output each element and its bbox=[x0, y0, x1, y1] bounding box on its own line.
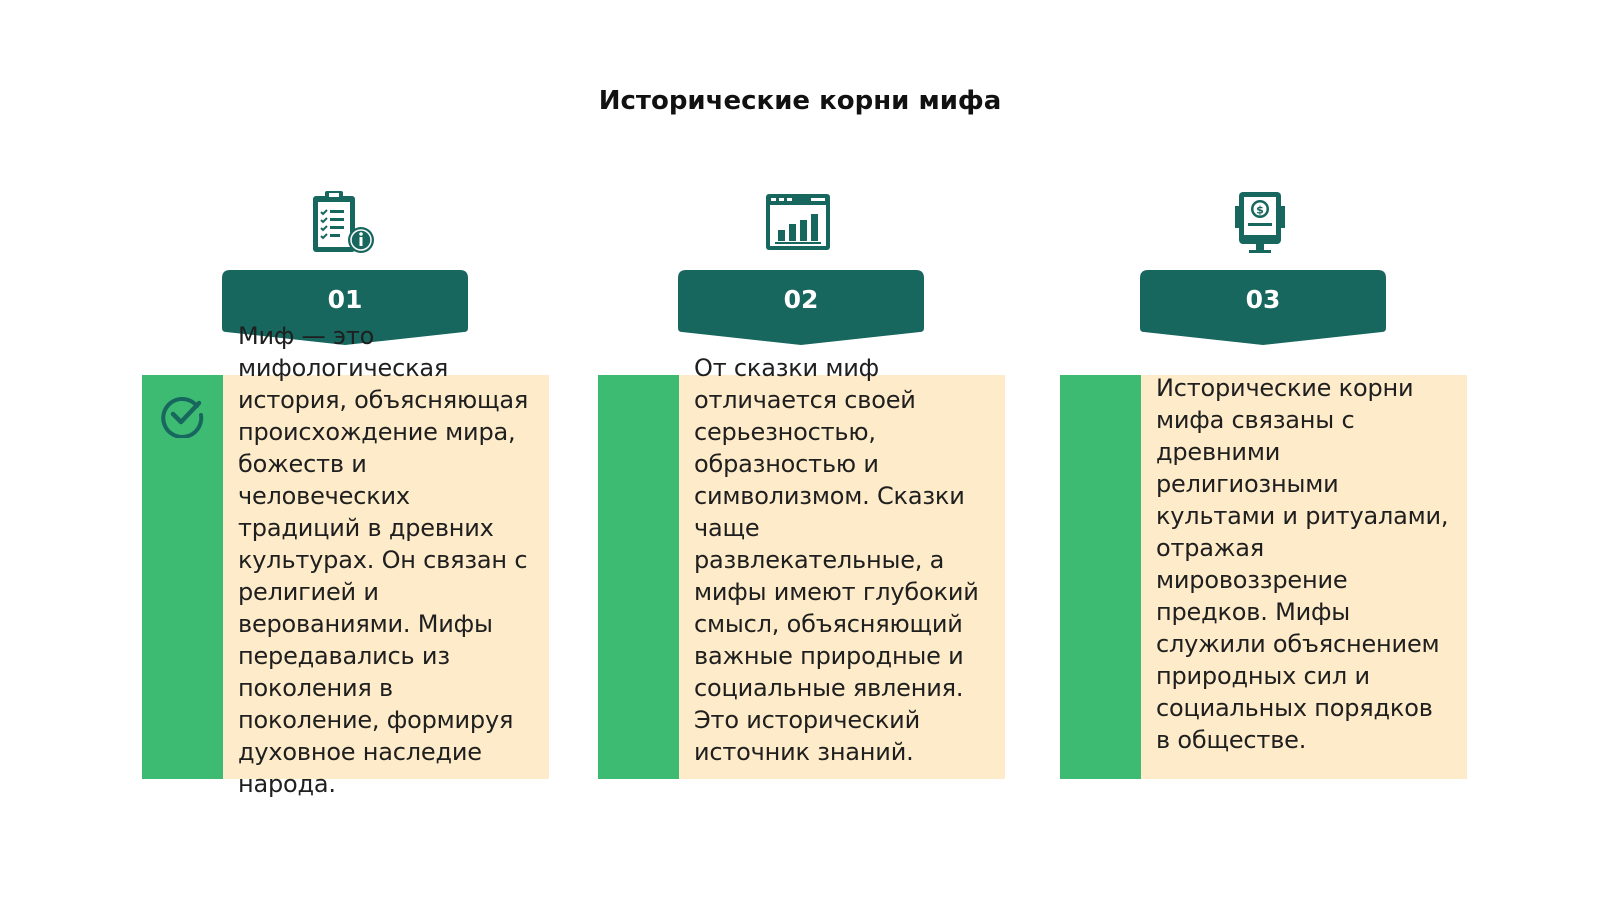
card-1 bbox=[142, 0, 542, 900]
card-2-green-bar bbox=[598, 375, 679, 779]
monitor-dollar-icon bbox=[1225, 188, 1295, 258]
card-3-number-tab bbox=[1140, 270, 1386, 346]
card-2-number: 02 bbox=[783, 285, 819, 314]
card-1-text: Миф — это мифологическая история, объясняющая происхождение мира, божеств и человеческих традиций в древних культурах. Он связан с религией и верованиями. Мифы передавались из поколения в поколение, формируя духовное наследие народа. bbox=[238, 322, 529, 798]
card-3-number: 03 bbox=[1245, 285, 1281, 314]
card-2-text: От сказки миф отличается своей серьезностью, образностью и символизмом. Сказки чаще развлекательные, а мифы имеют глубокий смысл, объясняющий важные природные и социальные явления. Это исторический источник знаний. bbox=[694, 354, 979, 766]
clipboard-checklist-info-icon bbox=[307, 188, 377, 258]
slide-title: Исторические корни мифа bbox=[598, 86, 1002, 116]
card-3-green-bar bbox=[1060, 375, 1141, 779]
card-1-number: 01 bbox=[327, 285, 363, 314]
card-2 bbox=[598, 0, 998, 900]
card-3 bbox=[1060, 0, 1460, 900]
check-circle-icon bbox=[160, 392, 206, 438]
card-3-text: Исторические корни мифа связаны с древними религиозными культами и ритуалами, отражая мировоззрение предков. Мифы служили объяснением природных сил и социальных порядков в обществе. bbox=[1156, 374, 1449, 754]
card-2-number-tab bbox=[678, 270, 924, 346]
browser-bar-chart-icon bbox=[763, 188, 833, 258]
svg-text:$: $ bbox=[1256, 203, 1264, 217]
